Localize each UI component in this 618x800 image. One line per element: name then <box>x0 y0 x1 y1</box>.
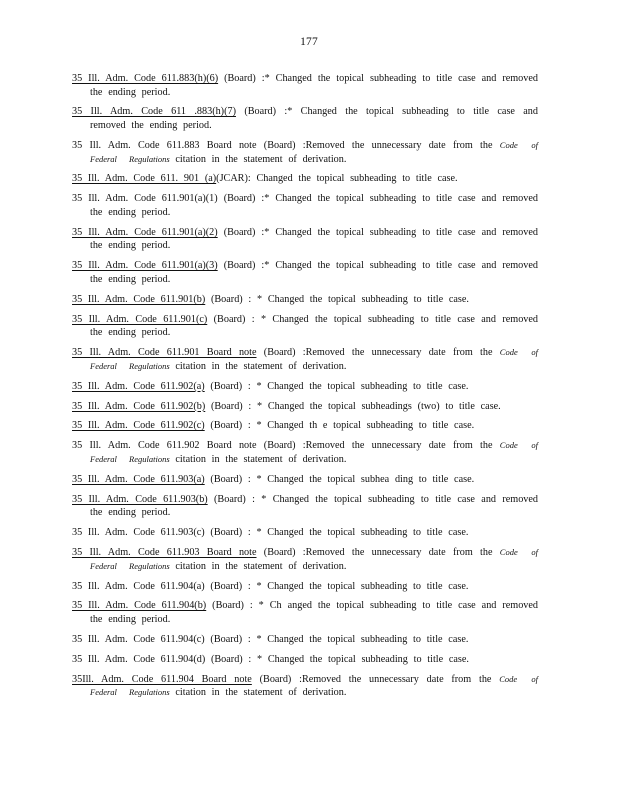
amendment-entry <box>72 226 538 253</box>
code-citation: 35 Ill. Adm. Code 611.902(c) <box>72 420 205 432</box>
change-description-tail: citation in the statement of derivation. <box>169 687 347 699</box>
code-citation: 35 Ill. Adm. Code 611.903(a) <box>72 473 205 485</box>
change-description: (Board) :Removed the unnecessary date from the <box>256 440 500 452</box>
change-description: (Board) :* Changed the topical subheading to title case and removed the ending period. <box>90 106 538 132</box>
change-description: (Board) :* Changed the topical subheading to title case and removed the ending period. <box>90 226 538 252</box>
change-description: (Board) : * Changed the topical subheading to title case. <box>204 580 469 592</box>
change-description-tail: citation in the statement of derivation. <box>169 453 347 465</box>
cfr-title: Code of Federal Regulations <box>90 547 538 571</box>
cfr-title: Code of Federal Regulations <box>90 347 538 371</box>
change-description: (Board) :* Changed the topical subheading to title case and removed the ending period. <box>90 73 538 98</box>
change-description: (Board) :* Changed the topical subheading to title case and removed the ending period. <box>90 260 538 285</box>
amendment-entry <box>72 633 538 647</box>
amendment-entry <box>72 580 538 594</box>
change-description: (Board) : * Changed the topical subhea ding to title case. <box>204 473 475 485</box>
amendment-list <box>72 72 538 706</box>
code-citation: 35 Ill. Adm. Code 611.901(a)(2) <box>72 226 218 238</box>
change-description: (Board) : * Changed the topical subheading to title case. <box>204 633 469 645</box>
change-description: (Board) :Removed the unnecessary date from the <box>256 139 500 151</box>
amendment-entry <box>72 673 538 700</box>
cfr-title: Code of Federal Regulations <box>90 673 538 698</box>
amendment-entry <box>72 313 538 340</box>
amendment-entry <box>72 546 538 573</box>
amendment-entry <box>72 346 538 373</box>
change-description-tail: citation in the statement of derivation. <box>169 153 347 165</box>
amendment-entry <box>72 599 538 626</box>
change-description-tail: citation in the statement of derivation. <box>169 360 347 372</box>
change-description: (Board) :Removed the unnecessary date from the <box>256 347 500 359</box>
code-citation: 35 Ill. Adm. Code 611.883(h)(6) <box>72 73 219 84</box>
change-description: (Board) :* Changed the topical subheading to title case and removed the ending period. <box>90 193 538 218</box>
amendment-entry <box>72 419 538 433</box>
amendment-entry <box>72 293 538 307</box>
code-citation: 35 Ill. Adm. Code 611.903(c) <box>72 527 205 539</box>
code-citation: 35 Ill. Adm. Code 611.883 Board note <box>72 139 257 151</box>
change-description: (Board) : * Changed th e topical subheading to title case. <box>204 420 475 432</box>
change-description: (Board) : * Changed the topical subheading to title case. <box>204 380 469 392</box>
code-citation: 35 Ill. Adm. Code 611.901(a)(1) <box>72 193 218 205</box>
amendment-entry <box>72 139 538 166</box>
code-citation: 35 Ill. Adm. Code 611.904(c) <box>72 633 205 645</box>
amendment-entry <box>72 653 538 667</box>
amendment-entry <box>72 439 538 466</box>
amendment-entry <box>72 72 538 99</box>
cfr-title: Code of Federal Regulations <box>90 440 538 464</box>
code-citation: 35 Ill. Adm. Code 611 .883(h)(7) <box>72 106 236 118</box>
change-description: (JCAR): Changed the topical subheading to title case. <box>216 173 458 185</box>
amendment-entry <box>72 192 538 219</box>
change-description: (Board) : * Changed the topical subheadings (two) to title case. <box>205 400 501 412</box>
amendment-entry <box>72 473 538 487</box>
code-citation: 35 Ill. Adm. Code 611.903(b) <box>72 493 208 505</box>
code-citation: 35 Ill. Adm. Code 611.903 Board note <box>72 547 257 559</box>
amendment-entry <box>72 526 538 540</box>
cfr-title: Code of Federal Regulations <box>90 139 538 164</box>
change-description-tail: citation in the statement of derivation. <box>169 560 347 572</box>
change-description: (Board) :Removed the unnecessary date from the <box>251 673 500 685</box>
change-description: (Board) : * Changed the topical subheading to title case. <box>204 527 469 539</box>
code-citation: 35Ill. Adm. Code 611.904 Board note <box>72 673 252 685</box>
code-citation: 35 Ill. Adm. Code 611. 901 (a) <box>72 173 217 185</box>
change-description: (Board) : * Changed the topical subheading to title case and removed the ending period. <box>90 493 538 519</box>
code-citation: 35 Ill. Adm. Code 611.901(c) <box>72 313 208 325</box>
amendment-entry <box>72 172 538 186</box>
code-citation: 35 Ill. Adm. Code 611.904(d) <box>72 653 206 665</box>
change-description: (Board) : * Ch anged the topical subheading to title case and removed the ending period. <box>90 600 539 626</box>
amendment-entry <box>72 493 538 520</box>
code-citation: 35 Ill. Adm. Code 611.901(a)(3) <box>72 260 218 272</box>
page-number: 177 <box>300 36 318 48</box>
amendment-entry <box>72 400 538 414</box>
change-description: (Board) : * Changed the topical subheading to title case and removed the ending period. <box>90 313 538 339</box>
amendment-entry <box>72 380 538 394</box>
code-citation: 35 Ill. Adm. Code 611.902(a) <box>72 380 205 392</box>
code-citation: 35 Ill. Adm. Code 611.901(b) <box>72 293 206 305</box>
code-citation: 35 Ill. Adm. Code 611.901 Board note <box>72 347 257 359</box>
code-citation: 35 Ill. Adm. Code 611.902 Board note <box>72 440 257 452</box>
code-citation: 35 Ill. Adm. Code 611.904(b) <box>72 600 207 612</box>
change-description: (Board) : * Changed the topical subheading to title case. <box>205 293 469 305</box>
amendment-entry <box>72 259 538 286</box>
amendment-entry <box>72 105 538 132</box>
code-citation: 35 Ill. Adm. Code 611.904(a) <box>72 580 205 592</box>
change-description: (Board) : * Changed the topical subheading to title case. <box>205 653 469 665</box>
change-description: (Board) :Removed the unnecessary date from the <box>256 547 500 559</box>
code-citation: 35 Ill. Adm. Code 611.902(b) <box>72 400 206 412</box>
